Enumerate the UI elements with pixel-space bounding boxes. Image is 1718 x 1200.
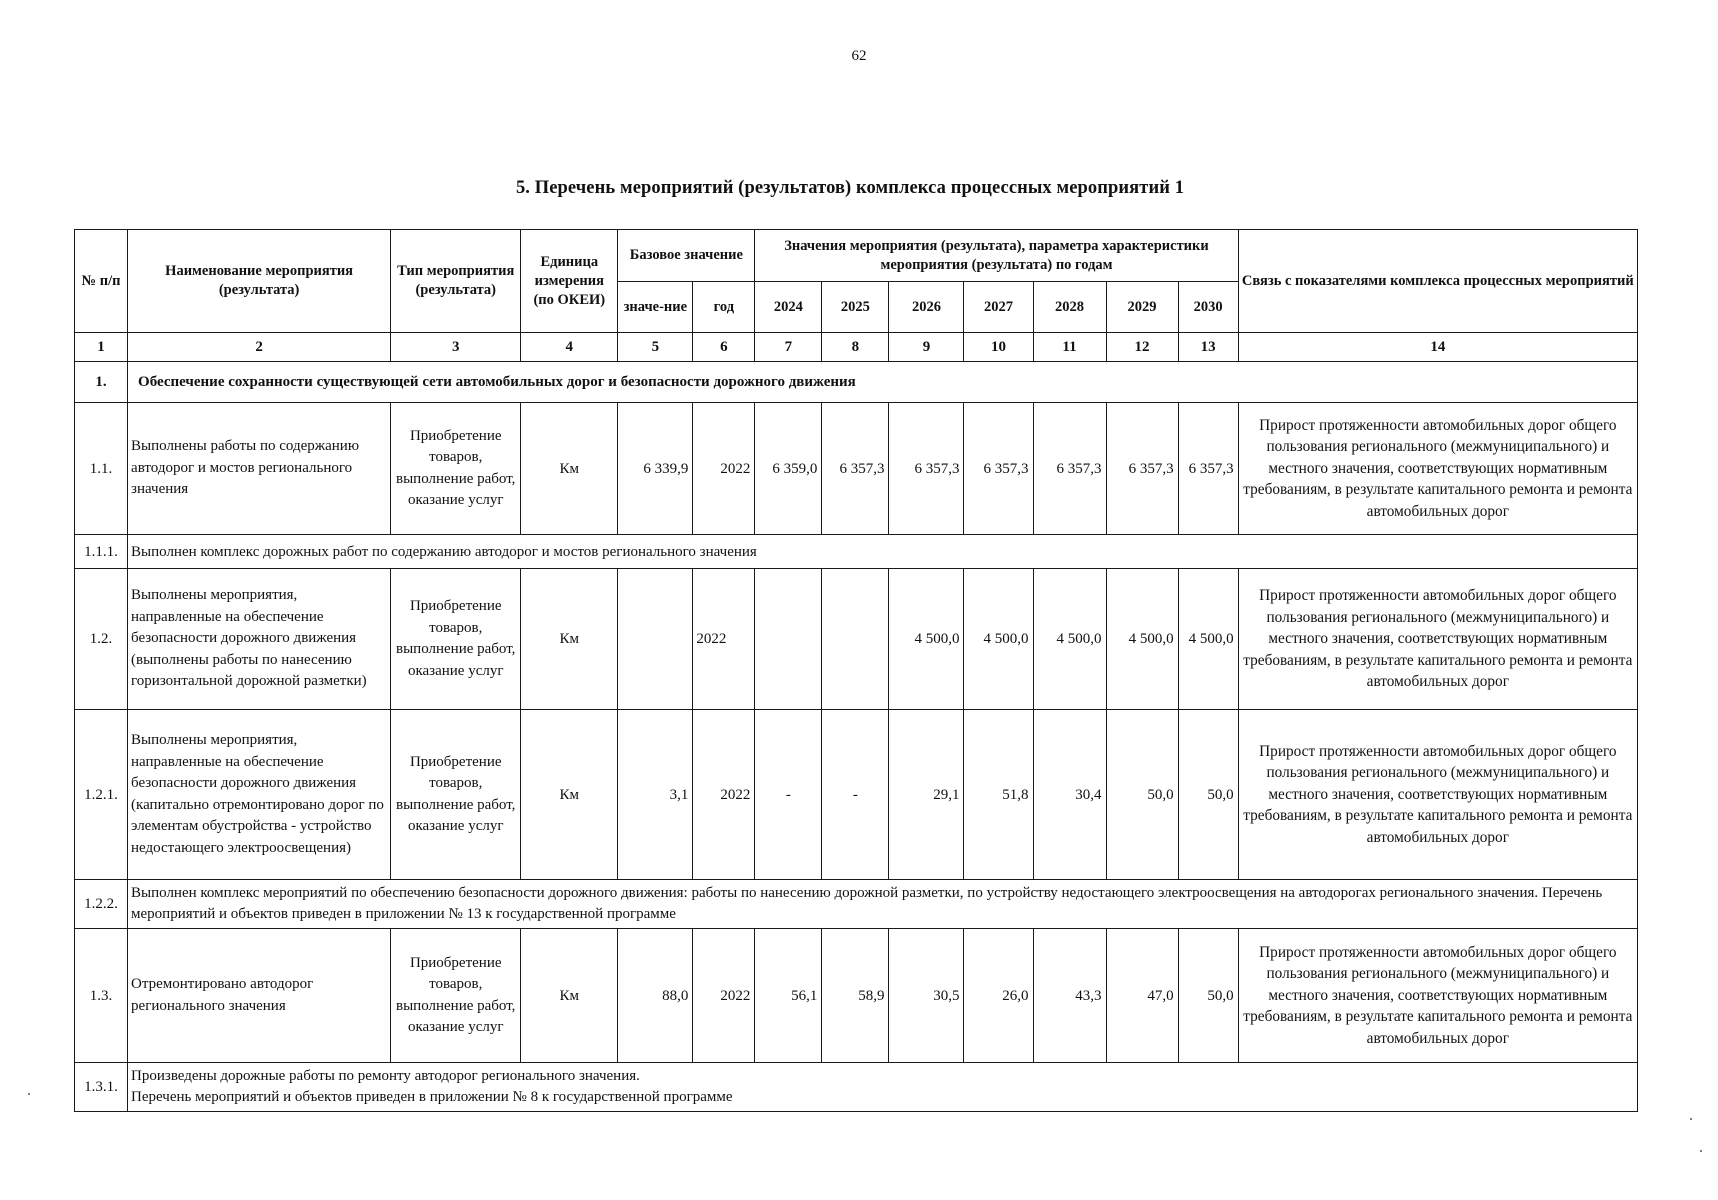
year-value: 50,0 <box>1106 710 1178 880</box>
measure-type: Приобретение товаров, выполнение работ, оказание услуг <box>391 569 521 710</box>
column-number: 10 <box>964 333 1033 362</box>
linked-indicator: Прирост протяженности автомобильных дорог общего пользования регионального (межмуниципального) и местного значения, соответствующих нормативным требованиям, в результате капитального ремонта и ремонта автомобильных дорог <box>1238 569 1637 710</box>
header-year: 2028 <box>1033 282 1106 333</box>
column-number: 8 <box>822 333 889 362</box>
year-value: 4 500,0 <box>964 569 1033 710</box>
year-value: 58,9 <box>822 929 889 1063</box>
base-year: 2022 <box>693 403 755 535</box>
base-value: 3,1 <box>618 710 693 880</box>
year-value: 4 500,0 <box>889 569 964 710</box>
header-year: 2027 <box>964 282 1033 333</box>
linked-indicator: Прирост протяженности автомобильных дорог общего пользования регионального (межмуниципального) и местного значения, соответствующих нормативным требованиям, в результате капитального ремонта и ремонта автомобильных дорог <box>1238 403 1637 535</box>
unit: Км <box>521 403 618 535</box>
row-number: 1.1.1. <box>75 535 128 569</box>
scan-speck <box>1700 1150 1702 1152</box>
table-row <box>75 710 1638 880</box>
column-number: 1 <box>75 333 128 362</box>
subsection-row <box>75 880 1638 929</box>
year-value: 6 357,3 <box>1033 403 1106 535</box>
year-value: 26,0 <box>964 929 1033 1063</box>
year-value: 6 357,3 <box>822 403 889 535</box>
year-value: 6 357,3 <box>1178 403 1238 535</box>
year-value: - <box>822 710 889 880</box>
header-year: 2029 <box>1106 282 1178 333</box>
measure-name: Выполнены мероприятия, направленные на обеспечение безопасности дорожного движения (капитально отремонтировано дорог по элементам обустройства - устройство недостающего электроосвещения) <box>128 710 391 880</box>
unit: Км <box>521 929 618 1063</box>
year-value: - <box>755 710 822 880</box>
subsection-text <box>128 1063 1638 1112</box>
column-number: 5 <box>618 333 693 362</box>
section-row <box>75 362 1638 403</box>
column-number: 13 <box>1178 333 1238 362</box>
year-value: 29,1 <box>889 710 964 880</box>
linked-indicator: Прирост протяженности автомобильных дорог общего пользования регионального (межмуниципального) и местного значения, соответствующих нормативным требованиям, в результате капитального ремонта и ремонта автомобильных дорог <box>1238 710 1637 880</box>
section-number: 1. <box>75 362 128 403</box>
year-value: 50,0 <box>1178 710 1238 880</box>
year-value: 4 500,0 <box>1178 569 1238 710</box>
row-number: 1.2.2. <box>75 880 128 929</box>
document-title: 5. Перечень мероприятий (результатов) комплекса процессных мероприятий 1 <box>515 178 1185 198</box>
subsection-text-line-2: Перечень мероприятий и объектов приведен в приложении № 8 к государственной программе <box>131 1089 733 1105</box>
base-year: 2022 <box>693 710 755 880</box>
header-unit: Единица измерения (по ОКЕИ) <box>521 230 618 333</box>
column-number: 14 <box>1238 333 1637 362</box>
column-number: 9 <box>889 333 964 362</box>
row-number: 1.2. <box>75 569 128 710</box>
header-year: 2025 <box>822 282 889 333</box>
row-number: 1.2.1. <box>75 710 128 880</box>
year-value: 6 357,3 <box>889 403 964 535</box>
subsection-text: Выполнен комплекс мероприятий по обеспечению безопасности дорожного движения: работы по нанесению дорожной разметки, по устройству недостающего электроосвещения на автодорогах регионального значения. Перечень мероприятий и объектов приведен в приложении № 13 к государственной программе <box>128 880 1638 929</box>
measure-name: Выполнены мероприятия, направленные на обеспечение безопасности дорожного движения (выполнены работы по нанесению горизонтальной дорожной разметки) <box>128 569 391 710</box>
unit: Км <box>521 710 618 880</box>
base-value <box>618 569 693 710</box>
year-value: 43,3 <box>1033 929 1106 1063</box>
linked-indicator: Прирост протяженности автомобильных дорог общего пользования регионального (межмуниципального) и местного значения, соответствующих нормативным требованиям, в результате капитального ремонта и ремонта автомобильных дорог <box>1238 929 1637 1063</box>
row-number: 1.1. <box>75 403 128 535</box>
header-year: 2026 <box>889 282 964 333</box>
scan-speck <box>1690 1118 1692 1120</box>
header-type: Тип мероприятия (результата) <box>391 230 521 333</box>
year-value: 6 357,3 <box>1106 403 1178 535</box>
unit: Км <box>521 569 618 710</box>
section-title: Обеспечение сохранности существующей сети автомобильных дорог и безопасности дорожного движения <box>128 362 1638 403</box>
year-value: 4 500,0 <box>1106 569 1178 710</box>
page-number: 62 <box>851 48 867 64</box>
measures-table <box>74 229 1638 1112</box>
base-year: 2022 <box>693 569 755 710</box>
measure-type: Приобретение товаров, выполнение работ, оказание услуг <box>391 929 521 1063</box>
year-value: 47,0 <box>1106 929 1178 1063</box>
scan-speck <box>28 1093 30 1095</box>
year-value: 56,1 <box>755 929 822 1063</box>
table-row <box>75 403 1638 535</box>
header-values-by-year: Значения мероприятия (результата), параметра характеристики мероприятия (результата) по годам <box>755 230 1238 282</box>
year-value: 50,0 <box>1178 929 1238 1063</box>
column-number: 4 <box>521 333 618 362</box>
header-row-1 <box>75 230 1638 282</box>
column-number: 3 <box>391 333 521 362</box>
subsection-row <box>75 1063 1638 1112</box>
column-number: 7 <box>755 333 822 362</box>
year-value: 6 357,3 <box>964 403 1033 535</box>
measure-name: Отремонтировано автодорог регионального значения <box>128 929 391 1063</box>
header-year: 2024 <box>755 282 822 333</box>
year-value <box>822 569 889 710</box>
column-number: 12 <box>1106 333 1178 362</box>
subsection-text-line-1: Произведены дорожные работы по ремонту автодорог регионального значения. <box>131 1068 640 1084</box>
header-year: 2030 <box>1178 282 1238 333</box>
header-link: Связь с показателями комплекса процессных мероприятий <box>1238 230 1637 333</box>
base-year: 2022 <box>693 929 755 1063</box>
table-row <box>75 569 1638 710</box>
year-value: 51,8 <box>964 710 1033 880</box>
base-value: 6 339,9 <box>618 403 693 535</box>
measure-type: Приобретение товаров, выполнение работ, оказание услуг <box>391 710 521 880</box>
row-number: 1.3.1. <box>75 1063 128 1112</box>
year-value: 4 500,0 <box>1033 569 1106 710</box>
table-row <box>75 929 1638 1063</box>
row-number: 1.3. <box>75 929 128 1063</box>
column-number: 6 <box>693 333 755 362</box>
header-base: Базовое значение <box>618 230 755 282</box>
year-value <box>755 569 822 710</box>
header-no: № п/п <box>75 230 128 333</box>
year-value: 30,5 <box>889 929 964 1063</box>
subsection-text: Выполнен комплекс дорожных работ по содержанию автодорог и мостов регионального значения <box>128 535 1638 569</box>
subsection-row <box>75 535 1638 569</box>
year-value: 6 359,0 <box>755 403 822 535</box>
column-number-row <box>75 333 1638 362</box>
measure-type: Приобретение товаров, выполнение работ, оказание услуг <box>391 403 521 535</box>
header-base-value: значе-ние <box>618 282 693 333</box>
measure-name: Выполнены работы по содержанию автодорог и мостов регионального значения <box>128 403 391 535</box>
column-number: 11 <box>1033 333 1106 362</box>
header-base-year: год <box>693 282 755 333</box>
header-name: Наименование мероприятия (результата) <box>128 230 391 333</box>
year-value: 30,4 <box>1033 710 1106 880</box>
column-number: 2 <box>128 333 391 362</box>
base-value: 88,0 <box>618 929 693 1063</box>
